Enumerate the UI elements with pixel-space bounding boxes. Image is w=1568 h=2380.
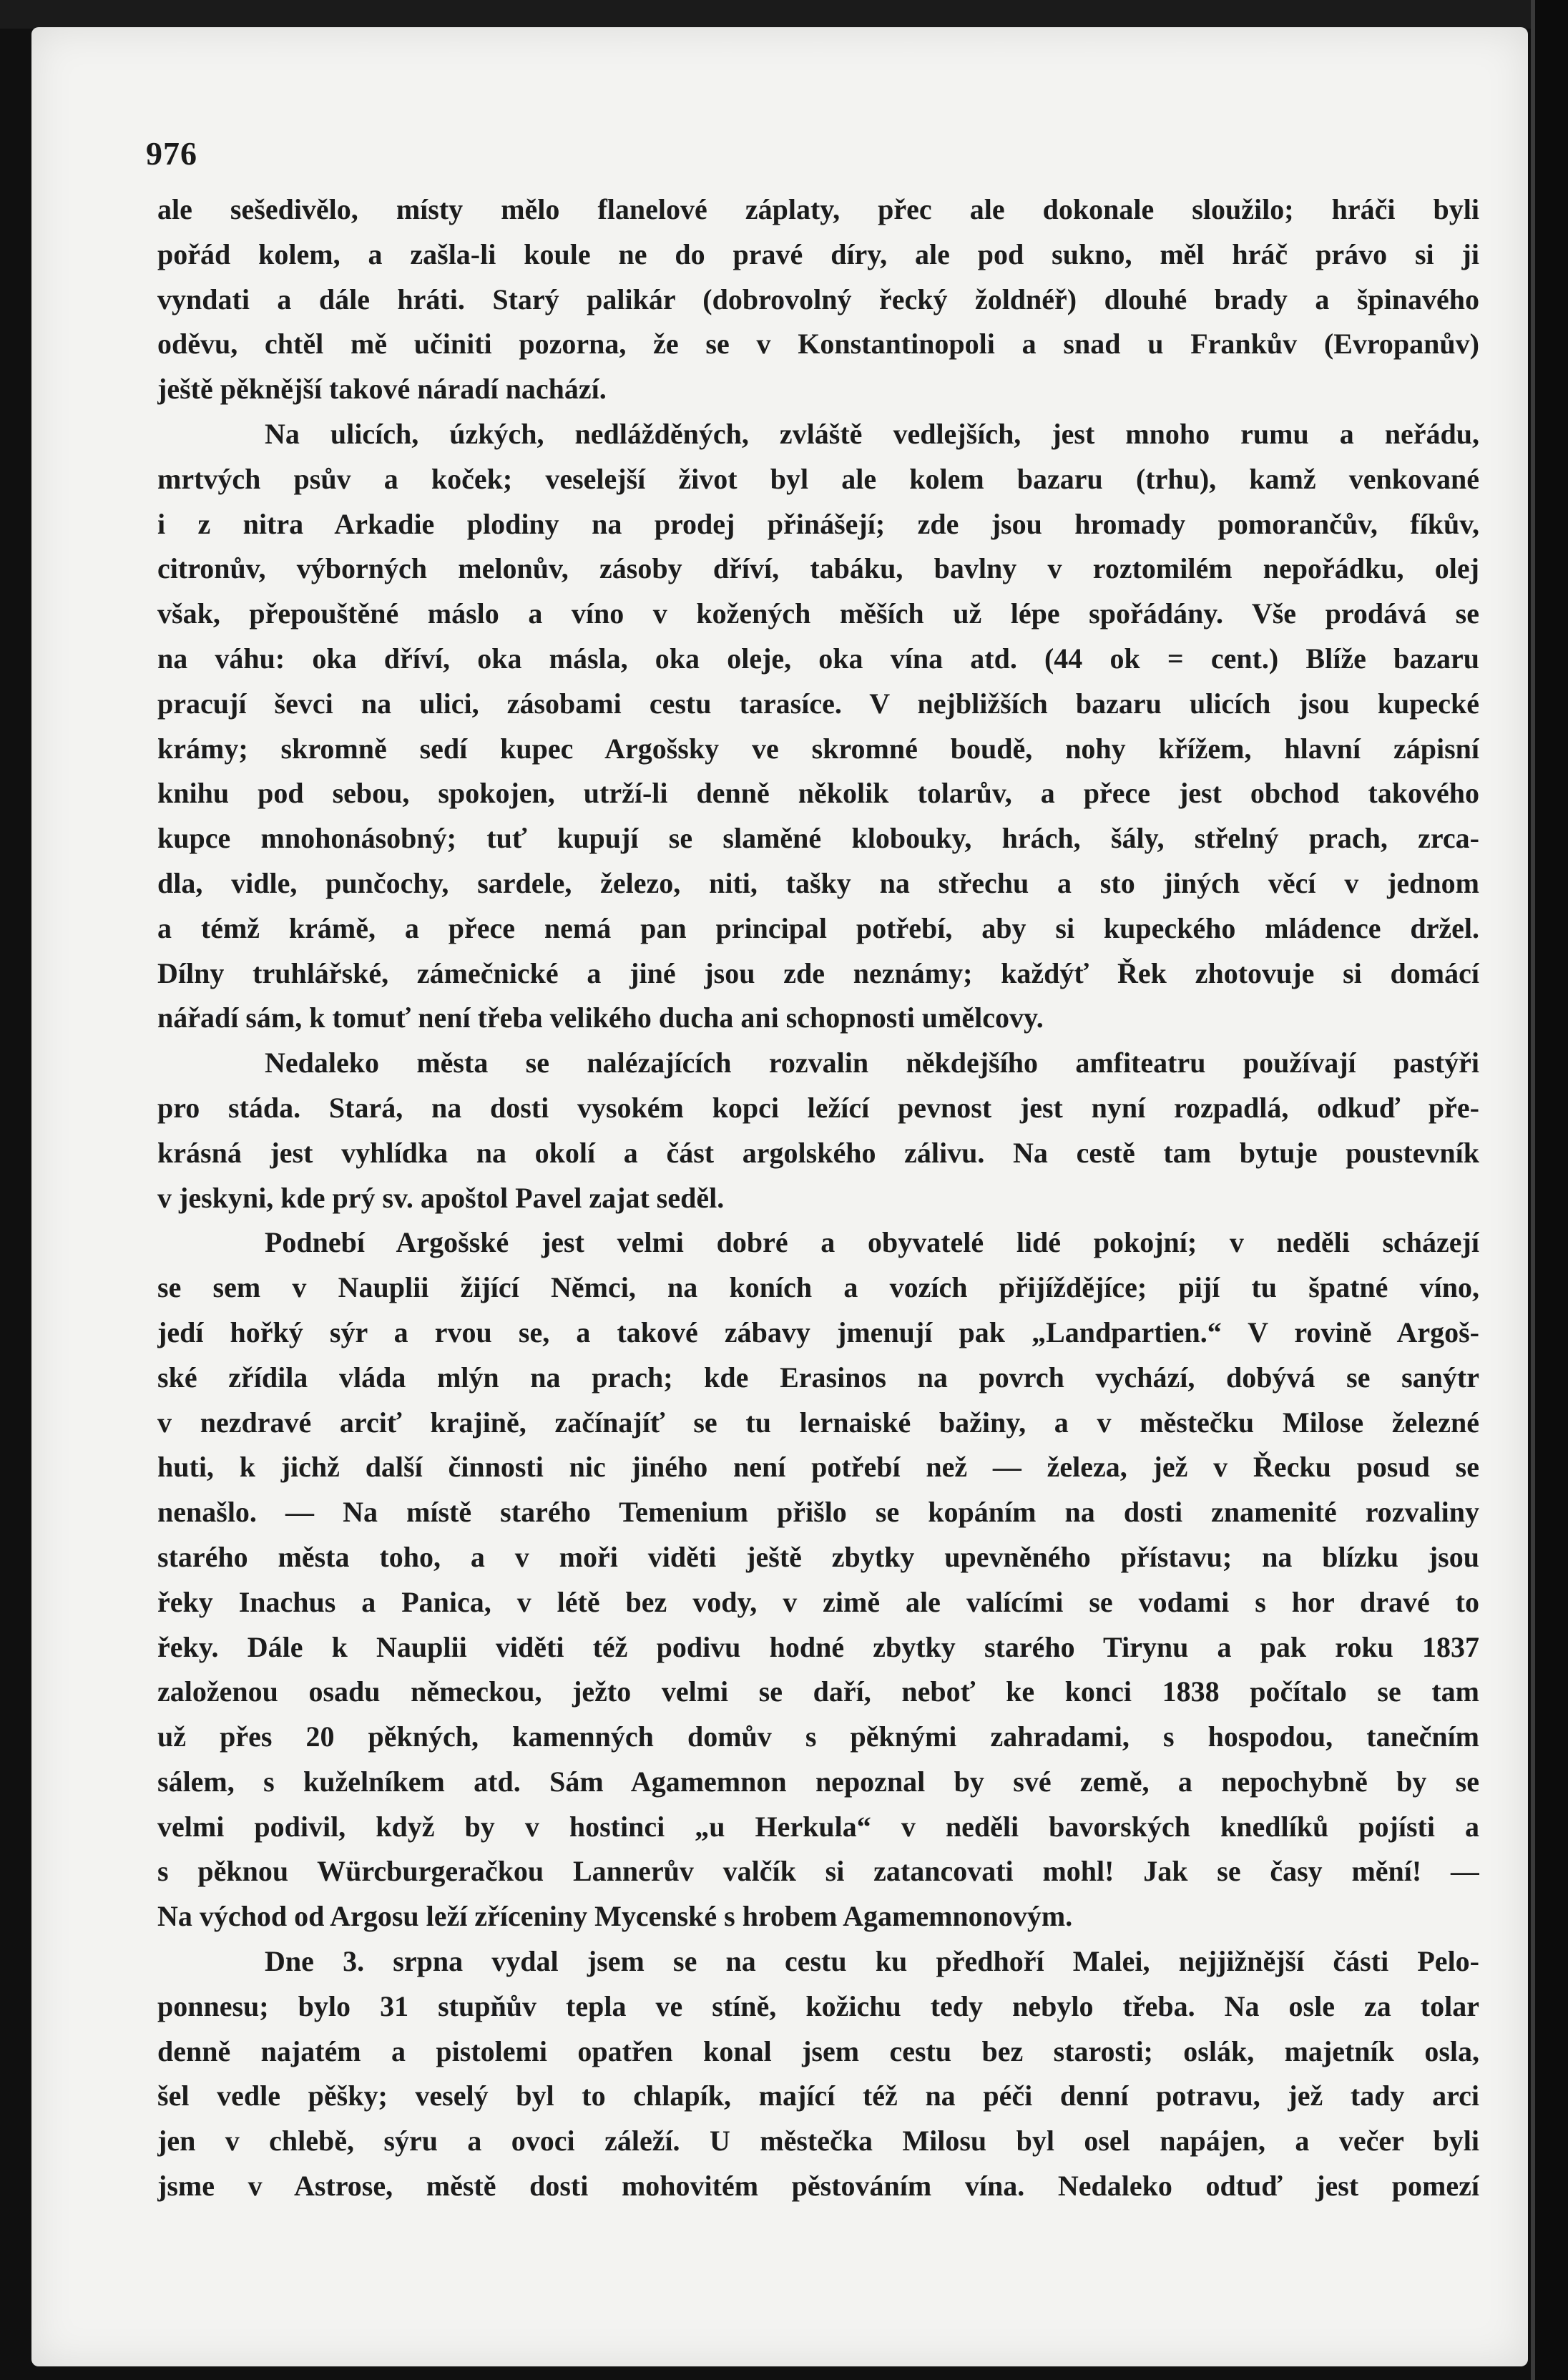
text-line: nářadí sám, k tomuť není třeba velikého ducha ani schopnosti umělcovy. bbox=[157, 1002, 1044, 1034]
scan-border-top bbox=[0, 0, 1568, 29]
text-line: pořád kolem, a zašla-li koule ne do pravé díry, ale pod sukno, měl hráč právo si ji bbox=[157, 237, 1479, 270]
text-line: ještě pěknější takové náradí nachází. bbox=[157, 373, 607, 406]
text-line: založenou osadu německou, ježto velmi se daří, neboť ke konci 1838 počítalo se tam bbox=[157, 1675, 1479, 1708]
text-line: v nezdravé arciť krajině, začínajíť se tu lernaiské bažiny, a v městečku Milose železné bbox=[157, 1406, 1479, 1439]
text-line: vyndati a dále hráti. Starý palikár (dobrovolný řecký žoldnéř) dlouhé brady a špinavého bbox=[157, 283, 1479, 315]
body-text bbox=[157, 187, 1479, 2209]
text-line: Na ulicích, úzkých, nedlážděných, zvláště vedlejších, jest mnoho rumu a neřádu, bbox=[265, 417, 1479, 450]
text-line: na váhu: oka dříví, oka másla, oka oleje, oka vína atd. (44 ok = cent.) Blíže bazaru bbox=[157, 642, 1479, 675]
text-line: kupce mnohonásobný; tuť kupují se slaměné klobouky, hrách, šály, střelný prach, zrca- bbox=[157, 822, 1479, 855]
text-line: sálem, s kuželníkem atd. Sám Agamemnon nepoznal by své země, a nepochybně by se bbox=[157, 1765, 1479, 1798]
text-line: huti, k jichž další činnosti nic jiného není potřebí než — železa, jež v Řecku posud se bbox=[157, 1451, 1479, 1484]
text-line: krámy; skromně sedí kupec Argošsky ve skromné boudě, nohy křížem, hlavní zápisní bbox=[157, 732, 1479, 765]
text-line: jedí hořký sýr a rvou se, a takové zábavy jmenují pak „Landpartien.“ V rovině Argoš- bbox=[157, 1316, 1479, 1348]
text-line: s pěknou Würcburgeračkou Lannerův valčík si zatancovati mohl! Jak se časy mění! — bbox=[157, 1855, 1479, 1888]
text-line: řeky. Dále k Nauplii viděti též podivu hodné zbytky starého Tirynu a pak roku 1837 bbox=[157, 1630, 1479, 1663]
text-line: Nedaleko města se nalézajících rozvalin někdejšího amfiteatru používají pastýři bbox=[265, 1047, 1479, 1079]
text-line: se sem v Nauplii žijící Němci, na koních a vozích přijíždějíce; pijí tu špatné víno, bbox=[157, 1271, 1479, 1304]
text-line: velmi podivil, když by v hostinci „u Herkula“ v neděli bavorských knedlíků pojísti a bbox=[157, 1810, 1479, 1843]
text-line: jsme v Astrose, městě dosti mohovitém pěstováním vína. Nedaleko odtuď jest pomezí bbox=[157, 2170, 1479, 2203]
text-line: Dne 3. srpna vydal jsem se na cestu ku předhoří Malei, nejjižnější části Pelo- bbox=[265, 1945, 1479, 1978]
text-line: dla, vidle, punčochy, sardele, železo, niti, tašky na střechu a sto jiných věcí v jednom bbox=[157, 866, 1479, 899]
text-line: citronův, výborných melonův, zásoby dříví, tabáku, bavlny v roztomilém nepořádku, olej bbox=[157, 552, 1479, 585]
text-line: starého města toho, a v moři viděti ještě zbytky upevněného přístavu; na blízku jsou bbox=[157, 1540, 1479, 1573]
text-line: Dílny truhlářské, zámečnické a jiné jsou zde neznámy; každýť Řek zhotovuje si domácí bbox=[157, 956, 1479, 989]
scan-border-right bbox=[1531, 0, 1568, 2380]
text-line: a témž krámě, a přece nemá pan principal potřebí, aby si kupeckého mládence držel. bbox=[157, 911, 1479, 944]
text-line: ale sešedivělo, místy mělo flanelové záplaty, přec ale dokonale sloužilo; hráči byli bbox=[157, 193, 1479, 225]
text-line: šel vedle pěšky; veselý byl to chlapík, mající též na péči denní potravu, jež tady arci bbox=[157, 2080, 1479, 2112]
text-line: jen v chlebě, sýru a ovoci záleží. U městečka Milosu byl osel napájen, a večer byli bbox=[157, 2125, 1479, 2158]
text-line: krásná jest vyhlídka na okolí a část argolského zálivu. Na cestě tam bytuje poustevník bbox=[157, 1136, 1479, 1169]
text-line: řeky Inachus a Panica, v létě bez vody, v zimě ale valícími se vodami s hor dravé to bbox=[157, 1585, 1479, 1618]
text-line: ské zřídila vláda mlýn na prach; kde Erasinos na povrch vychází, dobývá se sanýtr bbox=[157, 1361, 1479, 1394]
text-line: ponnesu; bylo 31 stupňův tepla ve stíně, kožichu tedy nebylo třeba. Na osle za tolar bbox=[157, 1989, 1479, 2022]
text-line: pracují ševci na ulici, zásobami cestu tarasíce. V nejbližších bazaru ulicích jsou kupecké bbox=[157, 687, 1479, 720]
page-number: 976 bbox=[146, 135, 197, 172]
text-line: nenašlo. — Na místě starého Temenium přišlo se kopáním na dosti znamenité rozvaliny bbox=[157, 1496, 1479, 1529]
text-line: denně najatém a pistolemi opatřen konal jsem cestu bez starosti; oslák, majetník osla, bbox=[157, 2034, 1479, 2067]
text-line: i z nitra Arkadie plodiny na prodej přinášejí; zde jsou hromady pomorančův, fíkův, bbox=[157, 507, 1479, 540]
text-line: knihu pod sebou, spokojen, utrží-li denně několik tolarův, a přece jest obchod takového bbox=[157, 777, 1479, 810]
text-line: v jeskyni, kde prý sv. apoštol Pavel zajat seděl. bbox=[157, 1181, 725, 1214]
text-line: mrtvých psův a koček; veselejší život byl ale kolem bazaru (trhu), kamž venkované bbox=[157, 462, 1479, 495]
text-line: Na východ od Argosu leží zříceniny Mycenské s hrobem Agamemnonovým. bbox=[157, 1900, 1073, 1933]
text-line: pro stáda. Stará, na dosti vysokém kopci ležící pevnost jest nyní rozpadlá, odkuď pře- bbox=[157, 1091, 1479, 1124]
text-line: už přes 20 pěkných, kamenných domův s pěknými zahradami, s hospodou, tanečním bbox=[157, 1720, 1479, 1753]
text-line: Podnebí Argošské jest velmi dobré a obyvatelé lidé pokojní; v neděli scházejí bbox=[265, 1226, 1479, 1259]
text-line: oděvu, chtěl mě učiniti pozorna, že se v Konstantinopoli a snad u Frankův (Evropanův) bbox=[157, 328, 1479, 361]
text-line: však, přepouštěné máslo a víno v kožených měších už lépe spořádány. Vše prodává se bbox=[157, 597, 1479, 630]
